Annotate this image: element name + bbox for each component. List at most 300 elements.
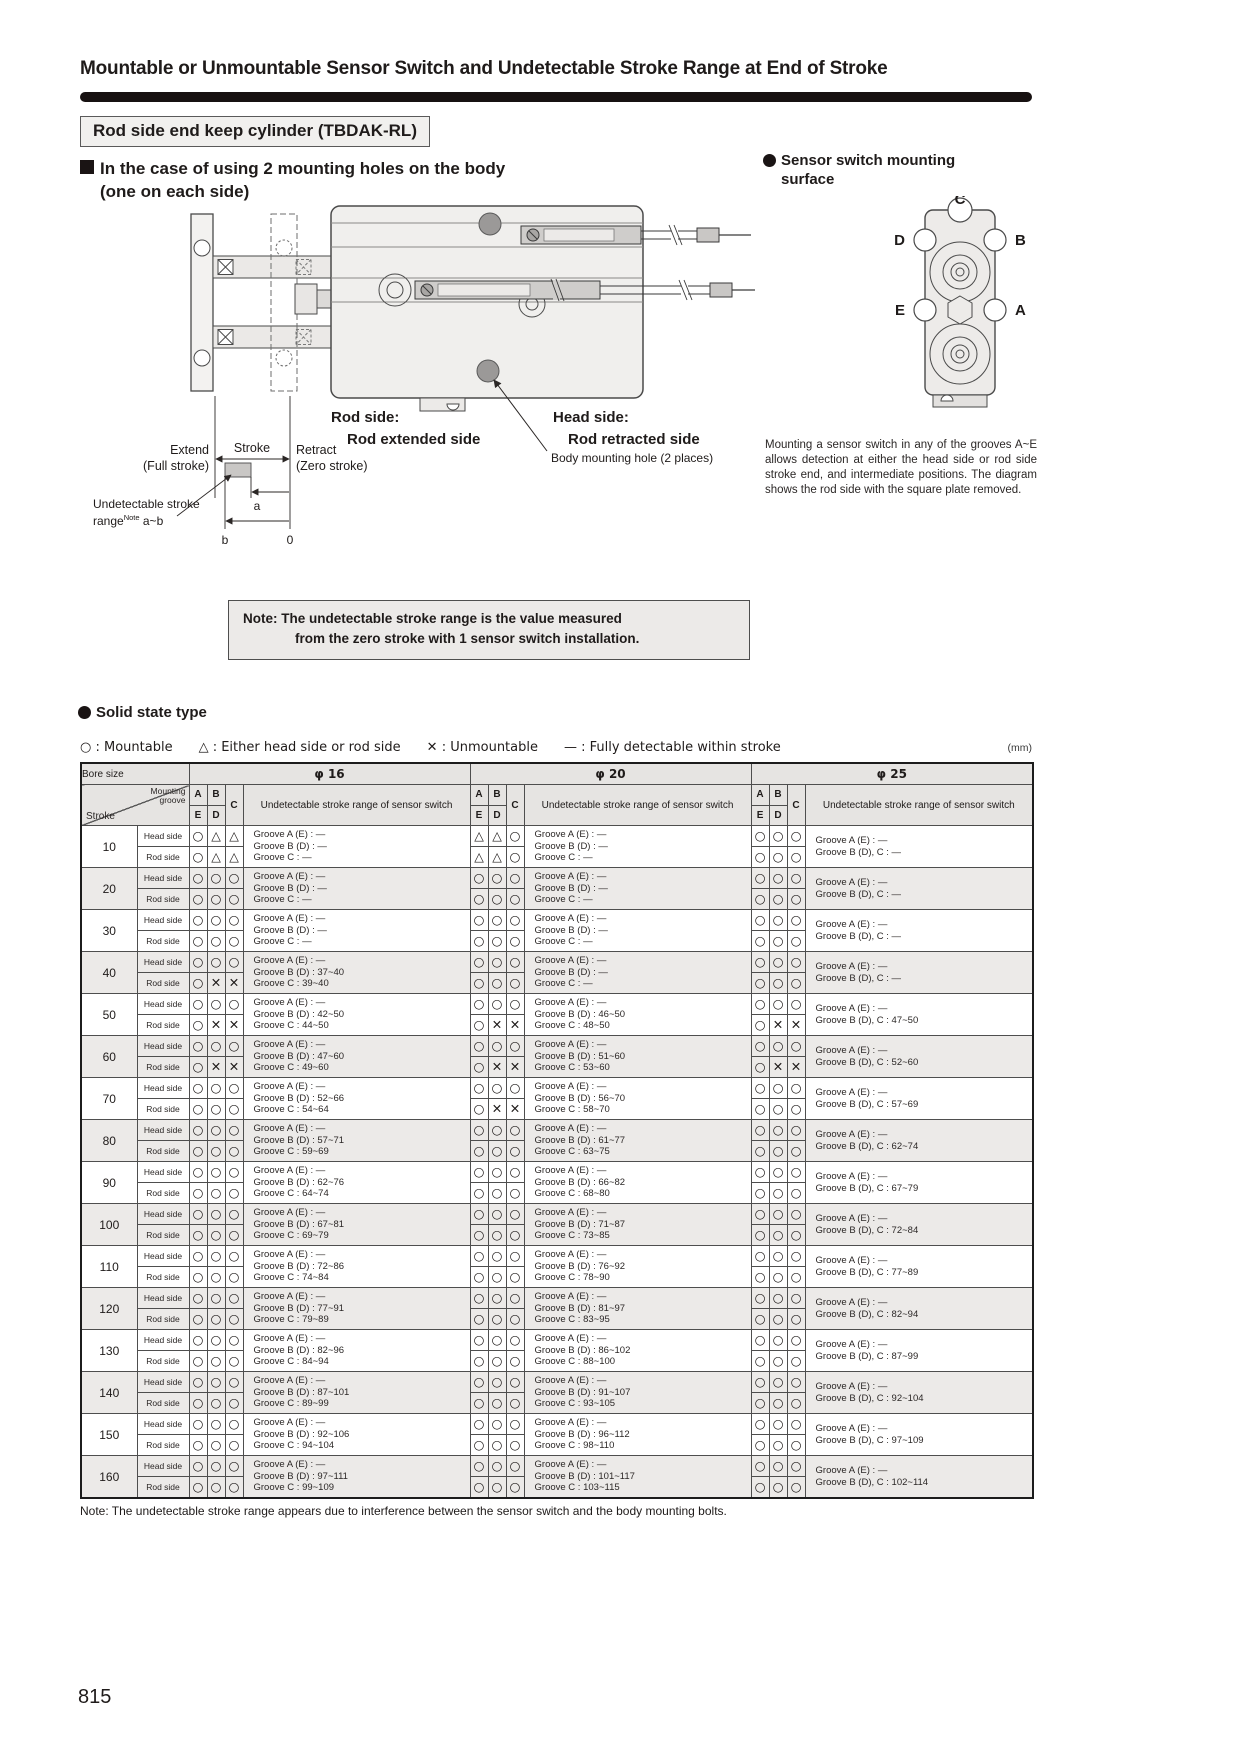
table-row: [81, 910, 1033, 931]
range-line: Groove C : 98~110: [534, 1440, 615, 1452]
rod-side-cell: Rod side: [137, 931, 189, 952]
mount-symbol-cell: ○: [751, 1414, 769, 1435]
groove-c-header: C: [787, 785, 805, 826]
mount-symbol-cell: ○: [488, 1456, 506, 1477]
mount-symbol-cell: ○: [470, 1078, 488, 1099]
mount-symbol-cell: ○: [225, 994, 243, 1015]
groove-a-header: A: [751, 785, 769, 806]
stroke-cell: 30: [81, 910, 137, 952]
mount-symbol-cell: ○: [470, 1288, 488, 1309]
mount-symbol-cell: ○: [751, 1162, 769, 1183]
range-cell: [524, 1204, 751, 1246]
mount-symbol-cell: ○: [787, 1141, 805, 1162]
mount-symbol-cell: ○: [225, 1246, 243, 1267]
range-cell: [243, 826, 470, 868]
mount-symbol-cell: ○: [470, 1162, 488, 1183]
mount-symbol-cell: ○: [506, 1267, 524, 1288]
head-side-cell: Head side: [137, 994, 189, 1015]
mount-symbol-cell: ○: [207, 1435, 225, 1456]
mount-symbol-cell: ○: [506, 1330, 524, 1351]
bore-20-header: φ 20: [470, 763, 751, 785]
mount-symbol-cell: ○: [189, 826, 207, 847]
range-line: Groove B (D) : —: [253, 924, 327, 936]
mount-symbol-cell: ✕: [488, 1099, 506, 1120]
range-cell: [805, 1414, 1033, 1456]
range-cell: [805, 826, 1033, 868]
mount-symbol-cell: ✕: [506, 1057, 524, 1078]
range-line: Groove A (E) : —: [253, 1039, 326, 1051]
range-line: Groove C : —: [534, 936, 593, 948]
groove-b-header: B: [769, 785, 787, 806]
table-row: [81, 1288, 1033, 1309]
mount-symbol-cell: ○: [751, 1372, 769, 1393]
table-row: [81, 868, 1033, 889]
mount-symbol-cell: ○: [225, 1225, 243, 1246]
mount-symbol-cell: ○: [470, 1225, 488, 1246]
rod-side-cell: Rod side: [137, 1309, 189, 1330]
mount-symbol-cell: ○: [506, 994, 524, 1015]
mount-symbol-cell: ○: [488, 1141, 506, 1162]
mounting-surface-figure: [845, 196, 1075, 439]
range-line: Groove A (E) : —: [815, 1213, 888, 1224]
table-row: [81, 1456, 1033, 1477]
mount-symbol-cell: ○: [189, 910, 207, 931]
mount-symbol-cell: ○: [769, 1393, 787, 1414]
body-mounting-hole-bottom-icon: [477, 360, 499, 382]
mount-symbol-cell: ○: [751, 952, 769, 973]
range-cell: [805, 1330, 1033, 1372]
range-cell: [524, 1414, 751, 1456]
range-line: Groove A (E) : —: [534, 1123, 607, 1135]
stroke-cell: 130: [81, 1330, 137, 1372]
range-cell: [524, 994, 751, 1036]
mount-symbol-cell: ○: [506, 973, 524, 994]
dim-a-label: a: [253, 499, 261, 513]
table-row: [81, 1372, 1033, 1393]
mount-symbol-cell: ○: [787, 1225, 805, 1246]
mount-symbol-cell: ○: [506, 1288, 524, 1309]
bore-16-header: φ 16: [189, 763, 470, 785]
range-line: Groove B (D) : 66~82: [534, 1176, 626, 1188]
section-heading-line2: (one on each side): [100, 181, 250, 201]
mount-symbol-cell: ✕: [787, 1057, 805, 1078]
stroke-label: Stroke: [86, 811, 115, 822]
mount-symbol-cell: ○: [189, 1015, 207, 1036]
mount-symbol-cell: ○: [769, 1456, 787, 1477]
mount-symbol-cell: ○: [470, 1456, 488, 1477]
mount-symbol-cell: ○: [787, 847, 805, 868]
mount-symbol-cell: ○: [488, 1183, 506, 1204]
range-line: Groove A (E) : —: [534, 955, 607, 967]
groove-a-header: A: [470, 785, 488, 806]
extend-label: Extend: [170, 443, 209, 457]
range-line: Groove C : 78~90: [534, 1272, 610, 1284]
mount-symbol-cell: △: [470, 847, 488, 868]
mount-symbol-cell: ○: [189, 1414, 207, 1435]
rod-side-cell: Rod side: [137, 1015, 189, 1036]
mount-symbol-cell: △: [207, 847, 225, 868]
head-side-cell: Head side: [137, 826, 189, 847]
range-line: Groove B (D) : —: [534, 882, 608, 894]
mount-symbol-cell: ○: [751, 1057, 769, 1078]
mount-symbol-cell: ○: [207, 931, 225, 952]
range-line: Groove B (D), C : 77~89: [815, 1266, 919, 1278]
range-line: Groove A (E) : —: [815, 1171, 888, 1182]
range-line: Groove B (D) : 71~87: [534, 1218, 626, 1230]
mount-symbol-cell: ○: [787, 1036, 805, 1057]
range-line: Groove B (D) : 61~77: [534, 1134, 626, 1146]
range-line: Groove A (E) : —: [253, 1459, 326, 1471]
undetectable-range-tail: a~b: [139, 514, 164, 528]
range-line: Groove A (E) : —: [815, 835, 888, 846]
stroke-table-body: [81, 826, 1033, 1499]
range-line: Groove C : —: [253, 852, 312, 864]
range-cell: [243, 994, 470, 1036]
range-line: Groove B (D), C : 92~104: [815, 1392, 924, 1404]
mount-symbol-cell: △: [225, 826, 243, 847]
mount-symbol-cell: ○: [787, 952, 805, 973]
range-cell: [524, 1288, 751, 1330]
mount-symbol-cell: ○: [225, 1372, 243, 1393]
mount-symbol-cell: ○: [225, 1099, 243, 1120]
stroke-cell: 160: [81, 1456, 137, 1499]
table-row: [81, 826, 1033, 847]
mount-symbol-cell: ✕: [488, 1057, 506, 1078]
mount-symbol-cell: ○: [470, 889, 488, 910]
mount-symbol-cell: ○: [506, 1414, 524, 1435]
mount-symbol-cell: ○: [207, 1078, 225, 1099]
range-line: Groove A (E) : —: [815, 1465, 888, 1476]
range-line: Groove A (E) : —: [534, 1081, 607, 1093]
range-line: Groove C : 68~80: [534, 1188, 610, 1200]
range-line: Groove B (D), C : —: [815, 972, 902, 984]
range-line: Groove B (D) : 96~112: [534, 1428, 630, 1440]
mount-symbol-cell: ○: [506, 847, 524, 868]
range-line: Groove C : —: [534, 978, 593, 990]
mount-symbol-cell: ○: [225, 1351, 243, 1372]
groove-b-header: B: [207, 785, 225, 806]
range-cell: [524, 1120, 751, 1162]
head-side-cell: Head side: [137, 1036, 189, 1057]
undetectable-range-label-line1: Undetectable stroke: [93, 497, 200, 511]
mount-symbol-cell: ○: [751, 1225, 769, 1246]
mount-symbol-cell: ○: [225, 1267, 243, 1288]
stroke-cell: 50: [81, 994, 137, 1036]
solid-state-heading-text: Solid state type: [96, 704, 207, 721]
range-line: Groove B (D) : 37~40: [253, 966, 345, 978]
mount-symbol-cell: ○: [787, 1477, 805, 1499]
range-cell: [805, 1456, 1033, 1499]
mount-symbol-cell: ○: [506, 889, 524, 910]
range-cell: [243, 1204, 470, 1246]
mounting-groove-label: Mounting groove: [150, 786, 186, 806]
mount-symbol-cell: ○: [207, 1120, 225, 1141]
mount-symbol-cell: ○: [751, 1351, 769, 1372]
rod-side-cell: Rod side: [137, 889, 189, 910]
range-line: Groove C : 103~115: [534, 1482, 620, 1494]
groove-a-header: A: [189, 785, 207, 806]
mount-symbol-cell: ○: [506, 826, 524, 847]
groove-e-header: E: [189, 805, 207, 826]
mount-symbol-cell: ○: [751, 1435, 769, 1456]
mount-symbol-cell: ○: [207, 1456, 225, 1477]
range-cell: [805, 868, 1033, 910]
mount-symbol-cell: ○: [207, 1204, 225, 1225]
mount-symbol-cell: ○: [189, 1309, 207, 1330]
range-line: Groove B (D) : —: [534, 840, 608, 852]
mount-symbol-cell: ○: [751, 1204, 769, 1225]
legend-item: △ : Either head side or rod side: [198, 740, 401, 755]
range-line: Groove A (E) : —: [253, 1123, 326, 1135]
mount-symbol-cell: ○: [470, 1246, 488, 1267]
mount-symbol-cell: ✕: [506, 1015, 524, 1036]
mount-symbol-cell: ○: [488, 910, 506, 931]
range-line: Groove B (D) : 81~97: [534, 1302, 626, 1314]
mount-symbol-cell: ○: [488, 1477, 506, 1499]
mount-symbol-cell: ○: [225, 1078, 243, 1099]
mount-symbol-cell: ○: [506, 1372, 524, 1393]
rod-side-cell: Rod side: [137, 1141, 189, 1162]
mount-symbol-cell: ○: [225, 1141, 243, 1162]
note-box-line1: Note: The undetectable stroke range is the value measured: [243, 611, 622, 626]
mount-symbol-cell: ✕: [207, 1015, 225, 1036]
mount-symbol-cell: ✕: [769, 1057, 787, 1078]
range-line: Groove B (D) : —: [253, 882, 327, 894]
range-cell: [243, 1456, 470, 1499]
mount-symbol-cell: ○: [488, 1078, 506, 1099]
legend-item: — : Fully detectable within stroke: [563, 740, 781, 755]
mount-symbol-cell: ○: [506, 1078, 524, 1099]
groove-c-header: C: [506, 785, 524, 826]
mount-symbol-cell: ○: [769, 952, 787, 973]
range-line: Groove B (D) : 56~70: [534, 1092, 626, 1104]
head-side-cell: Head side: [137, 1372, 189, 1393]
mount-symbol-cell: ○: [189, 889, 207, 910]
range-line: Groove B (D) : 46~50: [534, 1008, 626, 1020]
section-heading-line1: [80, 158, 700, 181]
range-line: Groove A (E) : —: [253, 1291, 326, 1303]
legend-list: [80, 740, 807, 755]
mount-symbol-cell: ✕: [225, 1057, 243, 1078]
range-line: Groove A (E) : —: [534, 1291, 607, 1303]
mount-symbol-cell: ○: [189, 1330, 207, 1351]
retract-label: Retract: [296, 443, 337, 457]
section-heading-text1: In the case of using 2 mounting holes on the body: [100, 159, 506, 178]
mount-symbol-cell: ○: [189, 847, 207, 868]
mount-symbol-cell: ○: [207, 1099, 225, 1120]
mount-symbol-cell: ○: [189, 1036, 207, 1057]
cylinder-figure: [85, 196, 757, 585]
range-line: Groove B (D) : 62~76: [253, 1176, 345, 1188]
mount-symbol-cell: ○: [488, 1330, 506, 1351]
mount-symbol-cell: ○: [225, 1183, 243, 1204]
mount-symbol-cell: ○: [470, 868, 488, 889]
range-line: Groove A (E) : —: [815, 1381, 888, 1392]
range-line: Groove B (D) : —: [534, 966, 608, 978]
rod-side-cell: Rod side: [137, 1225, 189, 1246]
mount-symbol-cell: △: [488, 847, 506, 868]
mount-symbol-cell: ○: [787, 1078, 805, 1099]
sensor-switch-top: [521, 225, 751, 245]
range-cell: [243, 868, 470, 910]
mount-symbol-cell: ○: [189, 1477, 207, 1499]
range-cell: [524, 826, 751, 868]
mount-symbol-cell: ○: [769, 889, 787, 910]
table-row: [81, 1078, 1033, 1099]
range-line: Groove A (E) : —: [534, 997, 607, 1009]
range-cell: [805, 1120, 1033, 1162]
solid-state-heading: [78, 704, 207, 721]
range-line: Groove B (D) : 86~102: [534, 1344, 631, 1356]
mount-symbol-cell: ○: [207, 1267, 225, 1288]
range-line: Groove A (E) : —: [253, 1375, 326, 1387]
mount-symbol-cell: ○: [488, 1204, 506, 1225]
mount-symbol-cell: ○: [189, 868, 207, 889]
dim-b-label: b: [221, 533, 229, 547]
range-line: Groove C : 94~104: [253, 1440, 335, 1452]
mount-symbol-cell: ○: [207, 1183, 225, 1204]
range-line: Groove B (D), C : 47~50: [815, 1014, 919, 1026]
range-line: Groove B (D) : 57~71: [253, 1134, 345, 1146]
mount-symbol-cell: ○: [787, 1183, 805, 1204]
mount-symbol-cell: ○: [225, 1477, 243, 1499]
mount-symbol-cell: △: [488, 826, 506, 847]
legend-item: ○ : Mountable: [80, 740, 173, 755]
range-cell: [805, 1162, 1033, 1204]
head-side-cell: Head side: [137, 1120, 189, 1141]
mount-symbol-cell: ○: [787, 1414, 805, 1435]
mount-symbol-cell: ○: [787, 910, 805, 931]
retracted-plate-outline: [271, 214, 297, 391]
stroke-cell: 40: [81, 952, 137, 994]
mount-symbol-cell: ○: [207, 1414, 225, 1435]
mount-symbol-cell: ○: [751, 1015, 769, 1036]
mount-symbol-cell: ○: [751, 1456, 769, 1477]
range-cell: [243, 1288, 470, 1330]
range-cell: [243, 1036, 470, 1078]
mount-symbol-cell: ○: [470, 1414, 488, 1435]
mount-symbol-cell: ○: [207, 1246, 225, 1267]
range-line: Groove B (D), C : 72~84: [815, 1224, 919, 1236]
stroke-dim-label: Stroke: [233, 441, 271, 455]
range-line: Groove C : 84~94: [253, 1356, 329, 1368]
mount-symbol-cell: ○: [207, 994, 225, 1015]
range-line: Groove A (E) : —: [534, 1249, 607, 1261]
head-side-cell: Head side: [137, 1330, 189, 1351]
mount-symbol-cell: ✕: [207, 1057, 225, 1078]
range-line: Groove C : 89~99: [253, 1398, 329, 1410]
stroke-cell: 10: [81, 826, 137, 868]
mount-symbol-cell: ○: [470, 1330, 488, 1351]
mount-symbol-cell: ○: [470, 1183, 488, 1204]
range-line: Groove B (D), C : —: [815, 930, 902, 942]
range-line: Groove C : 73~85: [534, 1230, 610, 1242]
mount-symbol-cell: ○: [225, 952, 243, 973]
rod-side-cell: Rod side: [137, 847, 189, 868]
mount-symbol-cell: ○: [470, 931, 488, 952]
mount-symbol-cell: ○: [506, 1477, 524, 1499]
diagonal-header-cell: [81, 785, 189, 826]
mount-symbol-cell: ○: [488, 1162, 506, 1183]
mount-symbol-cell: ○: [189, 1351, 207, 1372]
mount-symbol-cell: ○: [470, 1435, 488, 1456]
dim-zero-label: 0: [286, 533, 294, 547]
mount-symbol-cell: ○: [751, 1330, 769, 1351]
mount-symbol-cell: ○: [488, 1351, 506, 1372]
mount-symbol-cell: ○: [751, 973, 769, 994]
mount-symbol-cell: ○: [470, 1204, 488, 1225]
mount-symbol-cell: ○: [506, 1204, 524, 1225]
table-wrap: [80, 762, 1032, 1518]
mount-symbol-cell: ○: [787, 1120, 805, 1141]
circle-bullet-icon: [763, 154, 776, 167]
head-side-cell: Head side: [137, 1456, 189, 1477]
mount-symbol-cell: ○: [506, 931, 524, 952]
range-line: Groove B (D) : 76~92: [534, 1260, 626, 1272]
mount-symbol-cell: ○: [787, 1204, 805, 1225]
range-line: Groove C : 53~60: [534, 1062, 610, 1074]
groove-label-a: A: [1015, 302, 1026, 319]
range-line: Groove C : 44~50: [253, 1020, 329, 1032]
range-line: Groove B (D), C : 102~114: [815, 1476, 929, 1488]
legend-row: [80, 740, 1032, 755]
range-cell: [243, 1162, 470, 1204]
mount-symbol-cell: ○: [787, 868, 805, 889]
range-cell: [524, 1372, 751, 1414]
groove-label-c: C: [954, 196, 966, 208]
range-cell: [805, 994, 1033, 1036]
range-header-20: Undetectable stroke range of sensor switch: [524, 785, 751, 826]
mount-symbol-cell: ○: [207, 1351, 225, 1372]
range-line: Groove B (D) : 77~91: [253, 1302, 345, 1314]
mount-symbol-cell: ○: [751, 1477, 769, 1499]
range-cell: [243, 1246, 470, 1288]
range-line: Groove C : 69~79: [253, 1230, 329, 1242]
mount-symbol-cell: ○: [787, 1267, 805, 1288]
range-line: Groove B (D) : 97~111: [253, 1470, 348, 1482]
mount-symbol-cell: ○: [751, 931, 769, 952]
table-row: [81, 1204, 1033, 1225]
range-line: Groove C : —: [534, 894, 593, 906]
mount-symbol-cell: ○: [470, 1267, 488, 1288]
mount-symbol-cell: ○: [787, 1456, 805, 1477]
head-side-cell: Head side: [137, 1414, 189, 1435]
stroke-cell: 60: [81, 1036, 137, 1078]
range-line: Groove C : 79~89: [253, 1314, 329, 1326]
stroke-table: [80, 762, 1034, 1499]
mount-symbol-cell: ✕: [225, 973, 243, 994]
mount-symbol-cell: ○: [769, 1435, 787, 1456]
piston-rod-nut: [295, 284, 333, 314]
stroke-cell: 120: [81, 1288, 137, 1330]
mount-symbol-cell: ○: [506, 1141, 524, 1162]
mount-symbol-cell: ○: [189, 1372, 207, 1393]
groove-e-header: E: [751, 805, 769, 826]
mount-symbol-cell: ○: [189, 1057, 207, 1078]
table-row: [81, 994, 1033, 1015]
mount-symbol-cell: △: [207, 826, 225, 847]
stroke-cell: 90: [81, 1162, 137, 1204]
range-cell: [243, 1120, 470, 1162]
rod-side-title: Rod side:: [331, 409, 400, 426]
mount-symbol-cell: ○: [488, 1267, 506, 1288]
range-cell: [805, 1078, 1033, 1120]
range-line: Groove A (E) : —: [815, 877, 888, 888]
range-line: Groove A (E) : —: [534, 913, 607, 925]
mount-symbol-cell: ○: [506, 1120, 524, 1141]
mount-symbol-cell: ○: [488, 1246, 506, 1267]
mount-symbol-cell: ○: [769, 1183, 787, 1204]
